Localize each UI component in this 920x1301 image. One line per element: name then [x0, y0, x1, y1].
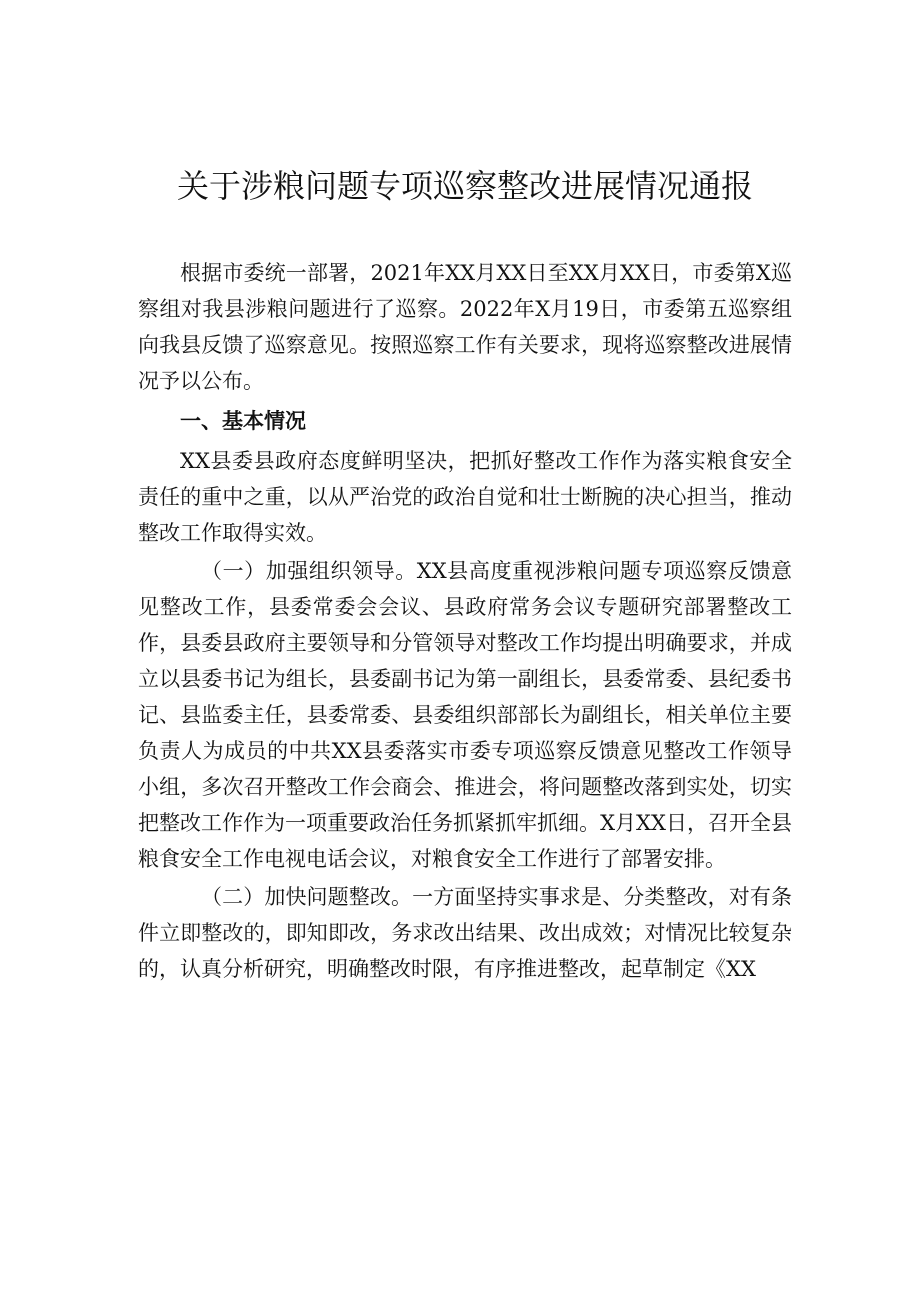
document-body: [138, 255, 792, 987]
document-title: 关于涉粮问题专项巡察整改进展情况通报: [176, 167, 753, 205]
basic-situation-paragraph: XX县委县政府态度鲜明坚决，把抓好整改工作作为落实粮食安全责任的重中之重，以从严治党的政治自觉和壮士断腕的决心担当，推动整改工作取得实效。: [138, 449, 792, 545]
problem-rectification-paragraph: （二）加快问题整改。一方面坚持实事求是、分类整改，对有条件立即整改的，即知即改，务求改出结果、改出成效；对情况比较复杂的，认真分析研究，明确整改时限，有序推进整改，起草制定《XX: [138, 885, 792, 981]
organization-leadership-paragraph: （一）加强组织领导。XX县高度重视涉粮问题专项巡察反馈意见整改工作，县委常委会会议、县政府常务会议专题研究部署整改工作，县委县政府主要领导和分管领导对整改工作均提出明确要求，并成立以县委书记为组长，县委副书记为第一副组长，县委常委、县纪委书记、县监委主任，县委常委、县委组织部部长为副组长，相关单位主要负责人为成员的中共XX县委落实市委专项巡察反馈意见整改工作领导小组，多次召开整改工作会商会、推进会，将问题整改落到实处，切实把整改工作作为一项重要政治任务抓紧抓牢抓细。X月XX日，召开全县粮食安全工作电视电话会议，对粮食安全工作进行了部署安排。: [138, 559, 792, 871]
section-heading-basic-situation: 一、基本情况: [180, 409, 306, 433]
intro-paragraph: 根据市委统一部署，2021年XX月XX日至XX月XX日，市委第X巡察组对我县涉粮问题进行了巡察。2022年X月19日，市委第五巡察组向我县反馈了巡察意见。按照巡察工作有关要求，现将巡察整改进展情况予以公布。: [138, 261, 792, 393]
